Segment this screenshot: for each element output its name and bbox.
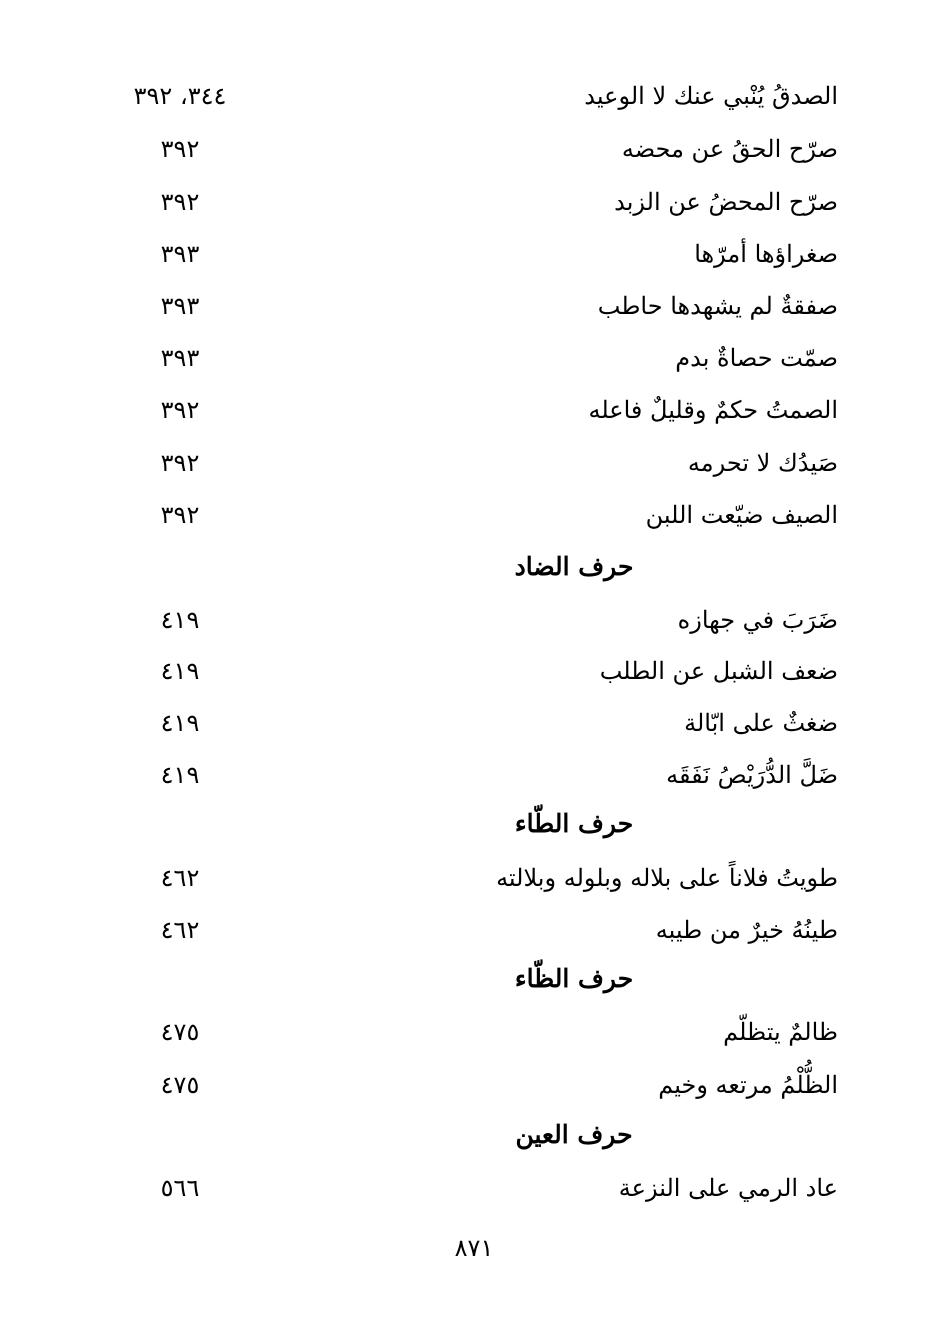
entry-page-refs: ٣٩٢ <box>160 501 200 529</box>
index-entry <box>0 1065 948 1117</box>
entry-page-refs: ٤٧٥ <box>160 1018 200 1046</box>
entry-page-refs: ٣٩٣ <box>160 292 200 320</box>
index-entry <box>0 234 948 286</box>
entry-text: الصمتُ حكمٌ وقليلٌ فاعله <box>588 396 838 424</box>
index-entry <box>0 1012 948 1064</box>
entry-text: الصيف ضيّعت اللبن <box>645 501 838 529</box>
entry-page-refs: ٥٦٦ <box>160 1174 200 1202</box>
index-entry <box>0 182 948 234</box>
entry-text: ضغثٌ على ابّالة <box>684 709 838 737</box>
section-heading: حرف الضاد <box>514 552 634 581</box>
index-entry <box>0 858 948 910</box>
entry-page-refs: ٣٤٤، ٣٩٢ <box>133 82 227 110</box>
index-entry <box>0 651 948 703</box>
entry-text: صمّت حصاةٌ بدم <box>675 344 838 372</box>
entry-text: ضَرَبَ في جهازه <box>677 606 838 634</box>
index-entry <box>0 129 948 181</box>
index-entry <box>0 1168 948 1220</box>
index-entry <box>0 390 948 442</box>
entry-page-refs: ٣٩٢ <box>160 396 200 424</box>
entry-page-refs: ٣٩٢ <box>160 188 200 216</box>
entry-page-refs: ٣٩٢ <box>160 135 200 163</box>
index-entry <box>0 600 948 652</box>
entry-text: صرّح الحقُ عن محضه <box>621 135 838 163</box>
entry-text: صرّح المحضُ عن الزبد <box>614 188 838 216</box>
entry-text: صغراؤها أمرّها <box>694 240 838 268</box>
entry-page-refs: ٣٩٣ <box>160 344 200 372</box>
index-entry <box>0 910 948 962</box>
index-entry <box>0 76 948 128</box>
section-heading: حرف الطّاء <box>514 809 634 838</box>
entry-text: صفقةٌ لم يشهدها حاطب <box>597 292 838 320</box>
entry-page-refs: ٤١٩ <box>160 657 200 685</box>
index-entry <box>0 286 948 338</box>
entry-text: طويتُ فلاناً على بلاله وبلوله وبلالته <box>496 864 838 892</box>
index-entry <box>0 755 948 807</box>
entry-text: ضعف الشبل عن الطلب <box>599 657 838 685</box>
index-entry <box>0 703 948 755</box>
entry-page-refs: ٤٦٢ <box>160 864 200 892</box>
entry-text: طينُهُ خيرٌ من طيبه <box>655 916 838 944</box>
entry-text: صَيدُك لا تحرمه <box>687 449 838 477</box>
entry-page-refs: ٤٧٥ <box>160 1071 200 1099</box>
index-entry <box>0 495 948 547</box>
entry-text: ضَلَّ الدُّرَيْصُ نَفَقَه <box>666 761 838 789</box>
index-entry <box>0 338 948 390</box>
entry-text: ظالمٌ يتظلّم <box>723 1018 838 1046</box>
section-heading: حرف الظّاء <box>514 964 634 993</box>
entry-page-refs: ٤١٩ <box>160 709 200 737</box>
section-heading: حرف العين <box>515 1120 633 1149</box>
entry-page-refs: ٤١٩ <box>160 761 200 789</box>
entry-page-refs: ٤١٩ <box>160 606 200 634</box>
page-number: ٨٧١ <box>454 1234 494 1262</box>
entry-page-refs: ٣٩٢ <box>160 449 200 477</box>
entry-page-refs: ٣٩٣ <box>160 240 200 268</box>
entry-page-refs: ٤٦٢ <box>160 916 200 944</box>
entry-text: الظُّلْمُ مرتعه وخيم <box>658 1071 838 1099</box>
entry-text: عاد الرمي على النزعة <box>618 1174 838 1202</box>
index-entry <box>0 443 948 495</box>
entry-text: الصدقُ يُنْبي عنك لا الوعيد <box>584 82 838 110</box>
